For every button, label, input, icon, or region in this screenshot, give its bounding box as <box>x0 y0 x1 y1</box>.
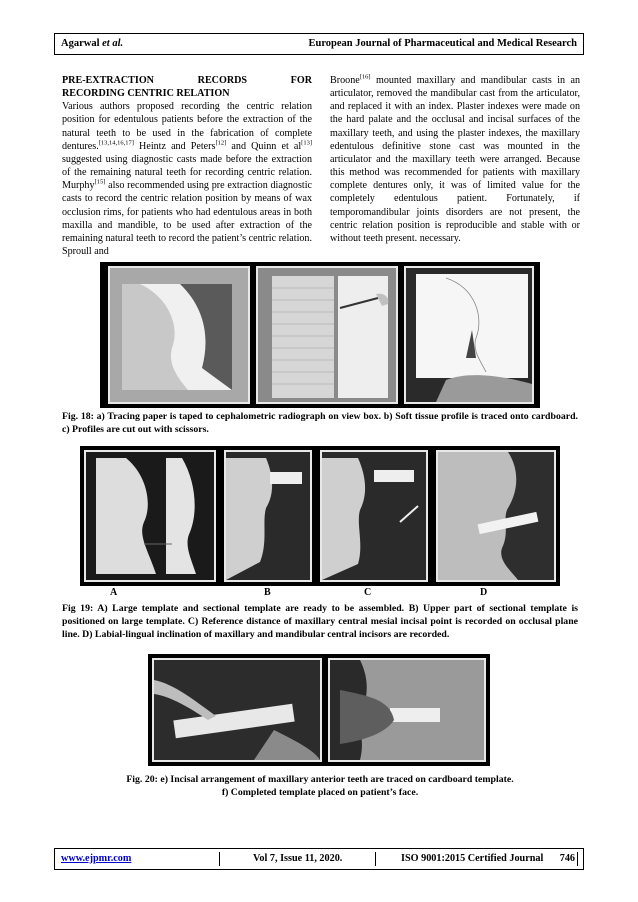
footer-divider <box>577 852 578 866</box>
right-paragraph: Broone[16] mounted maxillary and mandibular casts in an articulator, removed the mandibular cast from the articulator, and replaced it with an index. Plaster indexes were made on the hard palate and the occlusal and incisal surfaces of the maxillary teeth, and using the plaster indexes, the maxillary edentulous definitive stone cast was mounted in the articulator and the maxillary teeth were arranged. Because this method was recommended for patients with maxillary complete dentures only, it was of limited value for the completely edentulous patient. Fortunately, if temporomandibular joints disorders are not present, the centric relation position is reproducible and stable with or without teeth present. necessary. <box>330 73 580 244</box>
footer-iso: ISO 9001:2015 Certified Journal <box>401 853 544 864</box>
fig20-caption-line1: Fig. 20: e) Incisal arrangement of maxillary anterior teeth are traced on cardboard template. <box>126 774 514 785</box>
right-column <box>330 74 580 245</box>
page-header <box>54 33 584 55</box>
fig19-label-a: A <box>110 587 118 598</box>
footer-divider <box>219 852 220 866</box>
fig20-caption <box>62 773 578 799</box>
page-footer <box>54 848 584 870</box>
fig19-photo-a <box>84 450 216 582</box>
figure-20 <box>148 654 490 766</box>
figure-19 <box>80 446 560 586</box>
header-journal: European Journal of Pharmaceutical and Medical Research <box>308 38 577 49</box>
footer-divider <box>375 852 376 866</box>
section-heading: PRE-EXTRACTION RECORDS FOR RECORDING CENTRIC RELATION <box>62 75 312 100</box>
fig19-label-d: D <box>480 587 488 598</box>
fig19-caption: Fig 19: A) Large template and sectional template are ready to be assembled. B) Upper part of sectional template is positioned on large template. C) Reference distance of maxillary central mesial incisal point is recorded on occlusal plane line. D) Labial-lingual inclination of maxillary and mandibular central incisors are recorded. <box>62 603 578 640</box>
template-d-image <box>438 452 554 580</box>
cardboard-tracing-image <box>258 268 396 402</box>
left-paragraph: Various authors proposed recording the centric relation position for edentulous patients before the extraction of the natural teeth to be used in the fabrication of complete dentures.[13,14,16,17] Heintz and Peters[12] and Quinn et al[13] suggested using diagnostic casts made before the extraction of the remaining natural teeth for recording centric relation. Murphy[15] also recommended using pre extraction diagnostic casts to record the centric relation position by means of wax occlusion rims, for patients who had edentulous areas in both maxilla and mandible, to be used after extraction of the remaining natural teeth to record the patient’s centric relation. Sproull and <box>62 101 312 258</box>
fig20-photo-e <box>152 658 322 762</box>
template-b-image <box>226 452 310 580</box>
left-column <box>62 74 312 258</box>
patient-template-image <box>330 660 484 760</box>
journal-website-link[interactable]: www.ejpmr.com <box>61 853 132 864</box>
fig19-photo-b <box>224 450 312 582</box>
figure-18 <box>100 262 540 408</box>
fig18-photo-c <box>404 266 534 404</box>
fig19-label-b: B <box>264 587 271 598</box>
page-number: 746 <box>559 853 575 864</box>
fig20-photo-f <box>328 658 486 762</box>
fig19-labels <box>60 587 580 601</box>
radiograph-image <box>110 268 248 402</box>
template-a-image <box>86 452 214 580</box>
fig19-photo-c <box>320 450 428 582</box>
scissors-profile-image <box>406 268 532 402</box>
fig19-photo-d <box>436 450 556 582</box>
fig18-caption: Fig. 18: a) Tracing paper is taped to cephalometric radiograph on view box. b) Soft tissue profile is traced onto cardboard. c) Profiles are cut out with scissors. <box>62 411 578 435</box>
fig18-photo-a <box>108 266 250 404</box>
incisal-tracing-image <box>154 660 320 760</box>
header-author: Agarwal et al. <box>61 38 124 49</box>
fig18-photo-b <box>256 266 398 404</box>
footer-volume: Vol 7, Issue 11, 2020. <box>253 853 343 864</box>
fig20-caption-line2: f) Completed template placed on patient’s face. <box>221 787 419 798</box>
fig19-label-c: C <box>364 587 372 598</box>
template-c-image <box>322 452 426 580</box>
